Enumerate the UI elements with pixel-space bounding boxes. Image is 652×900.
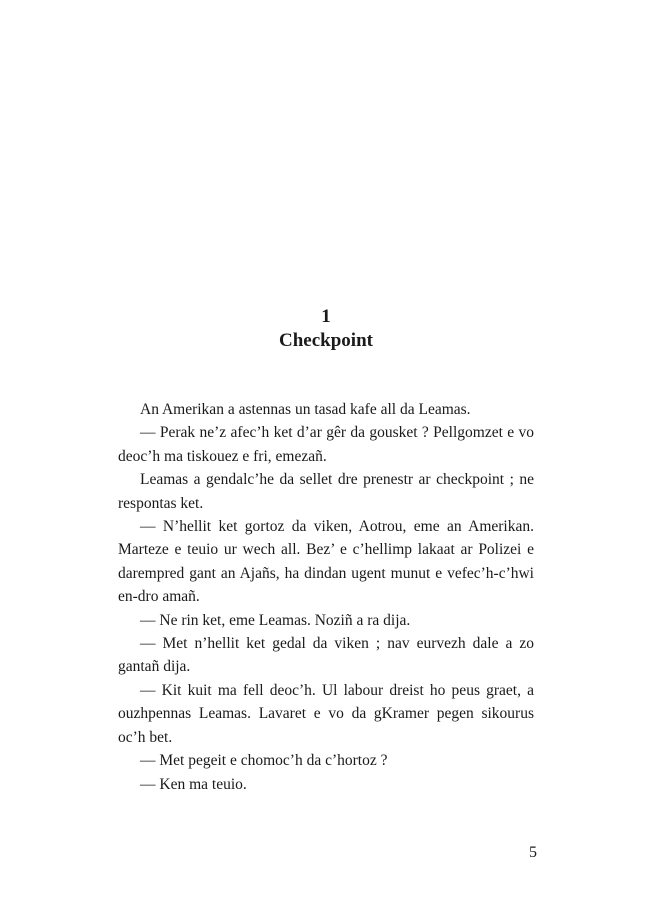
paragraph: — Kit kuit ma fell deoc’h. Ul labour dreist ho peus graet, a ouzhpennas Leamas. Lavaret e vo da gKramer pegen sikourus oc’h bet. (118, 681, 534, 746)
paragraph: — Ken ma teuio. (140, 775, 247, 793)
paragraph: — N’hellit ket gortoz da viken, Aotrou, eme an Amerikan. Marteze e teuio ur wech all. Bez’ e c’hellimp lakaat ar Polizei e darempred gant an Ajañs, ha dindan ugent munut e vefec’h-c’hwi en-dro amañ. (118, 518, 534, 606)
paragraph: — Met pegeit e chomoc’h da c’hortoz ? (140, 752, 388, 770)
paragraph: An Amerikan a astennas un tasad kafe all da Leamas. (140, 401, 471, 418)
chapter-body (118, 398, 534, 796)
chapter-title: Checkpoint (279, 330, 373, 351)
paragraph: — Met n’hellit ket gedal da viken ; nav eurvezh dale a zo gantañ dija. (118, 635, 534, 676)
page-number: 5 (529, 844, 537, 861)
chapter-number: 1 (321, 306, 331, 327)
paragraph: — Ne rin ket, eme Leamas. Noziñ a ra dija. (140, 611, 411, 629)
paragraph: — Perak ne’z afec’h ket d’ar gêr da gousket ? Pellgomzet e vo deoc’h ma tiskouez e fri, emezañ. (118, 424, 534, 465)
paragraph: Leamas a gendalc’he da sellet dre prenestr ar checkpoint ; ne respontas ket. (118, 471, 534, 512)
